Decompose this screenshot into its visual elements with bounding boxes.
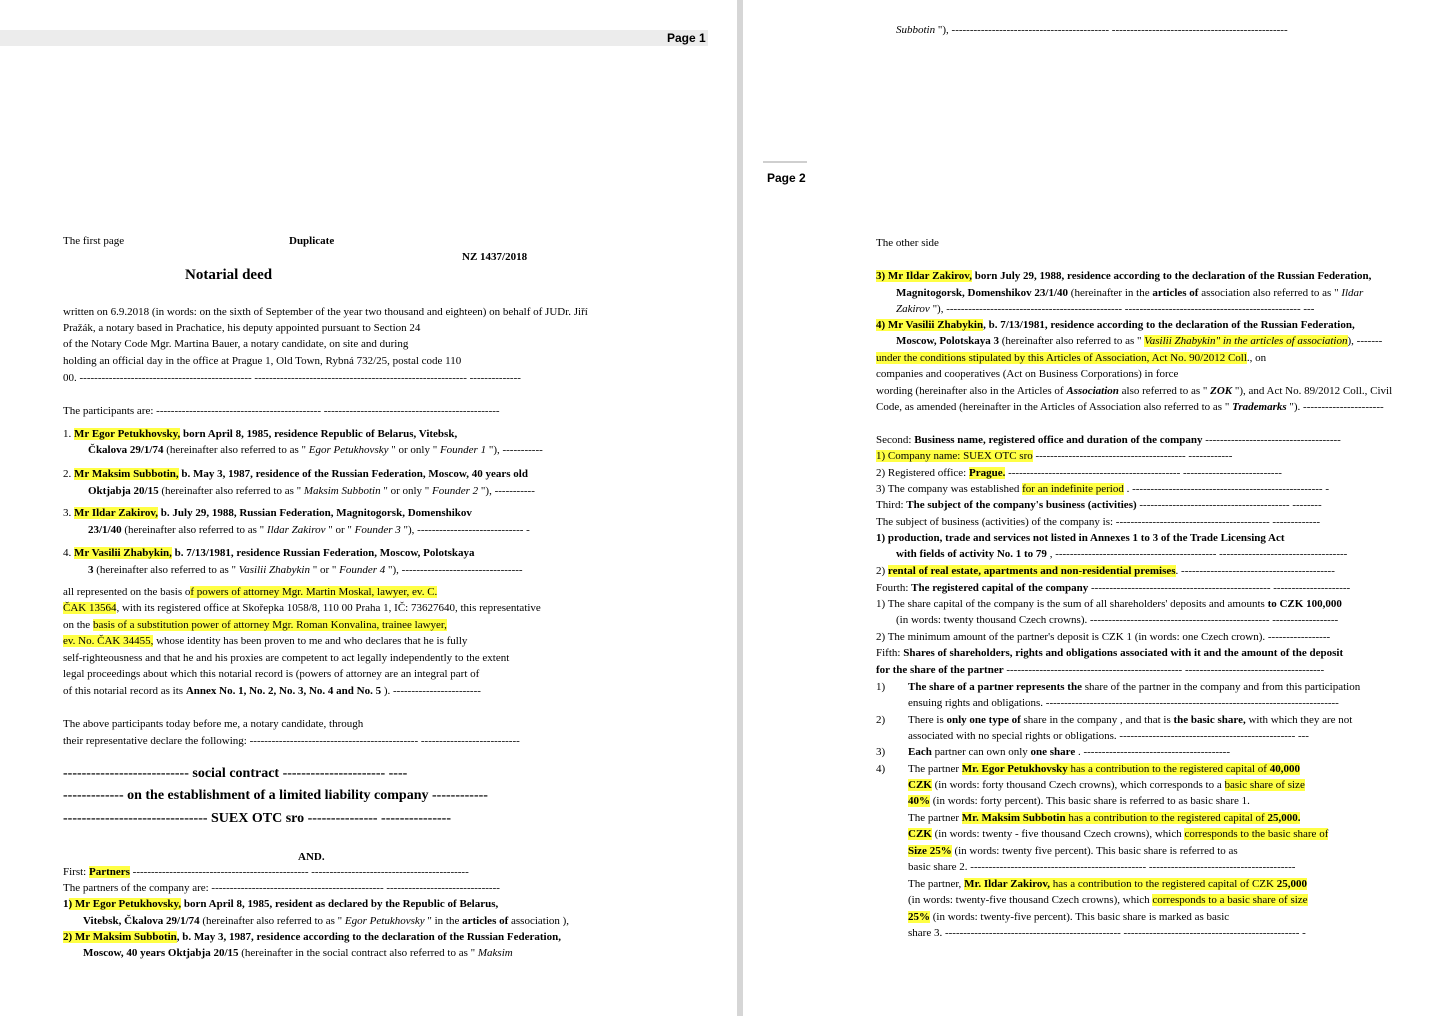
section-fifth-cont: for the share of the partner ------------------------------------------------ -------------------------------------- <box>876 664 1325 676</box>
participant-4-detail: 3 (hereinafter also referred to as " Vasilii Zhabykin " or " Founder 4 "), --------------------------------- <box>88 564 523 576</box>
header-duplicate: Duplicate <box>289 235 335 247</box>
partner-3-detail: Zakirov "), ------------------------------------------------ ------------------------------------------------ --- <box>896 303 1315 315</box>
share-partner-3-cont: 25% (in words: twenty-five percent). This basic share is marked as basic <box>908 911 1230 923</box>
page-header-bar <box>0 30 708 46</box>
representation-line: all represented on the basis of powers of attorney Mgr. Martin Moskal, lawyer, ev. C. <box>63 586 438 598</box>
representation-line: on the basis of a substitution power of attorney Mgr. Roman Konvalina, trainee lawyer, <box>63 619 447 631</box>
business-item-1-detail: with fields of activity No. 1 to 79 , -------------------------------------------- ----------------------------------- <box>896 548 1348 560</box>
declaration-line: their representative declare the following: ---------------------------------------------- --------------------------- <box>63 735 520 747</box>
representation-line: self-righteousness and that he and his proxies are competent to act legally independently to the extent <box>63 652 510 664</box>
conditions-line: under the conditions stipulated by this Articles of Association, Act No. 90/2012 Coll., on <box>876 352 1267 364</box>
section-first: First: Partners ------------------------------------------------ ------------------------------------------- <box>63 866 469 878</box>
share-partner-3: The partner, Mr. Ildar Zakirov, has a contribution to the registered capital of CZK 25,000 <box>908 878 1307 890</box>
representation-line: legal proceedings about which this notarial record is (powers of attorney are an integral part of <box>63 668 480 680</box>
section-fourth: Fourth: The registered capital of the company ------------------------------------------------- --------------------- <box>876 582 1351 594</box>
page-tab-line <box>763 161 807 163</box>
partner-2-detail: Moscow, 40 years Oktjabja 20/15 (hereinafter in the social contract also referred to as " Maksim <box>83 947 513 959</box>
document-title: Notarial deed <box>185 267 273 283</box>
minimum-deposit: 2) The minimum amount of the partner's deposit is CZK 1 (in words: one Czech crown). ----------------- <box>876 631 1331 643</box>
intro-line: written on 6.9.2018 (in words: on the sixth of September of the year two thousand and eighteen) on behalf of JUDr. Jiří <box>63 306 588 318</box>
share-item-1-cont: ensuing rights and obligations. -------------------------------------------------------------------------------- <box>908 697 1339 709</box>
subject-line: The subject of business (activities) of the company is: ------------------------------------------ ------------- <box>876 516 1321 528</box>
intro-line: 00. ----------------------------------------------- ---------------------------------------------------------- -------------- <box>63 372 521 384</box>
continued-line: Subbotin "), ------------------------------------------- ------------------------------------------------ <box>896 24 1288 36</box>
share-partner-2-cont: CZK (in words: twenty - five thousand Czech crowns), which corresponds to the basic share of <box>908 828 1329 840</box>
contract-heading: --------------------------- social contract ---------------------- ---- <box>63 766 408 781</box>
partner-2: 2) Mr Maksim Subbotin, b. May 3, 1987, residence according to the declaration of the Russian Federation, <box>63 931 561 943</box>
share-capital: 1) The share capital of the company is the sum of all shareholders' deposits and amounts to CZK 100,000 <box>876 598 1342 610</box>
representation-line: of this notarial record as its Annex No. 1, No. 2, No. 3, No. 4 and No. 5 ). ------------------------ <box>63 685 481 697</box>
header-reference: NZ 1437/2018 <box>462 251 528 263</box>
conditions-line: companies and cooperatives (Act on Business Corporations) in force <box>876 368 1179 380</box>
intro-line: of the Notary Code Mgr. Martina Bauer, a notary candidate, on site and during <box>63 338 409 350</box>
item-number: 1) <box>876 681 886 693</box>
participant-4: 4. Mr Vasilii Zhabykin, b. 7/13/1981, residence Russian Federation, Moscow, Polotskaya <box>63 547 475 559</box>
partner-3: 3) Mr Ildar Zakirov, born July 29, 1988, residence according to the declaration of the Russian Federation, <box>876 270 1372 282</box>
participant-2: 2. Mr Maksim Subbotin, b. May 3, 1987, residence of the Russian Federation, Moscow, 40 years old <box>63 468 528 480</box>
participant-1-detail: Čkalova 29/1/74 (hereinafter also referred to as " Egor Petukhovsky " or only " Founder 1 "), ----------- <box>88 444 543 456</box>
registered-office: 2) Registered office: Prague. ----------------------------------------------- --------------------------- <box>876 467 1282 479</box>
page-number-label: Page 1 <box>667 31 706 45</box>
partner-3-detail: Magnitogorsk, Domenshikov 23/1/40 (hereinafter in the articles of association also referred to as " Ildar <box>896 287 1364 299</box>
partners-intro: The partners of the company are: ----------------------------------------------- ------------------------------- <box>63 882 500 894</box>
page-number-label: Page 2 <box>767 171 806 185</box>
share-capital-words: (in words: twenty thousand Czech crowns). ------------------------------------------------- ------------------ <box>896 614 1339 626</box>
section-second: Second: Business name, registered office and duration of the company ------------------------------------- <box>876 434 1341 446</box>
representation-line: ev. No. ČAK 34455, whose identity has been proven to me and who declares that he is fully <box>63 635 468 647</box>
contract-heading: ------------------------------- SUEX OTC sro --------------- --------------- <box>63 811 451 826</box>
company-duration: 3) The company was established for an indefinite period . ---------------------------------------------------- - <box>876 483 1329 495</box>
company-name: 1) Company name: SUEX OTC sro ----------------------------------------- ------------ <box>876 450 1233 462</box>
business-item-1: 1) production, trade and services not listed in Annexes 1 to 3 of the Trade Licensing Act <box>876 532 1285 544</box>
share-item-3: Each partner can own only one share . ---------------------------------------- <box>908 746 1231 758</box>
section-fifth: Fifth: Shares of shareholders, rights and obligations associated with it and the amount of the deposit <box>876 647 1344 659</box>
share-item-4: The partner Mr. Egor Petukhovsky has a contribution to the registered capital of 40,000 <box>908 763 1300 775</box>
participant-1: 1. Mr Egor Petukhovsky, born April 8, 1985, residence Republic of Belarus, Vitebsk, <box>63 428 458 440</box>
participant-3: 3. Mr Ildar Zakirov, b. July 29, 1988, Russian Federation, Magnitogorsk, Domenshikov <box>63 507 472 519</box>
business-item-2: 2) rental of real estate, apartments and non-residential premises. ------------------------------------------ <box>876 565 1335 577</box>
document-page-2 <box>743 0 1456 1016</box>
intro-line: holding an official day in the office at Prague 1, Old Town, Rybná 732/25, postal code 110 <box>63 355 462 367</box>
share-partner-3-cont: share 3. ------------------------------------------------ ------------------------------------------------ - <box>908 927 1306 939</box>
section-third: Third: The subject of the company's business (activities) ----------------------------------------- -------- <box>876 499 1322 511</box>
declaration-line: The above participants today before me, a notary candidate, through <box>63 718 364 730</box>
share-item-2-cont: associated with no special rights or obligations. ------------------------------------------------ --- <box>908 730 1309 742</box>
conditions-line: Code, as amended (hereinafter in the Articles of Association also referred to as " Trademarks "). ---------------------- <box>876 401 1384 413</box>
intro-line: Pražák, a notary based in Prachatice, his deputy appointed pursuant to Section 24 <box>63 322 421 334</box>
partner-1-detail: Vitebsk, Čkalova 29/1/74 (hereinafter also referred to as " Egor Petukhovsky " in the articles of association ), <box>83 915 570 927</box>
other-side-label: The other side <box>876 237 939 249</box>
share-partner-3-cont: (in words: twenty-five thousand Czech crowns), which corresponds to a basic share of size <box>908 894 1308 906</box>
share-partner-2: The partner Mr. Maksim Subbotin has a contribution to the registered capital of 25,000. <box>908 812 1301 824</box>
participants-heading: The participants are: --------------------------------------------- ------------------------------------------------ <box>63 405 500 417</box>
participant-2-detail: Oktjabja 20/15 (hereinafter also referred to as " Maksim Subbotin " or only " Founder 2 "), ----------- <box>88 485 535 497</box>
share-partner-2-cont: Size 25% (in words: twenty five percent). This basic share is referred to as <box>908 845 1238 857</box>
share-item-1: The share of a partner represents the share of the partner in the company and from this participation <box>908 681 1361 693</box>
share-item-4-cont: 40% (in words: forty percent). This basic share is referred to as basic share 1. <box>908 795 1250 807</box>
participant-3-detail: 23/1/40 (hereinafter also referred to as " Ildar Zakirov " or " Founder 3 "), ----------------------------- - <box>88 524 530 536</box>
item-number: 4) <box>876 763 886 775</box>
representation-line: ČAK 13564, with its registered office at Skořepka 1058/8, 110 00 Praha 1, IČ: 73627640, this representative <box>63 602 541 614</box>
and-heading: AND. <box>298 851 325 863</box>
partner-1: 1) Mr Egor Petukhovsky, born April 8, 1985, resident as declared by the Republic of Belarus, <box>63 898 499 910</box>
item-number: 2) <box>876 714 886 726</box>
share-partner-2-cont: basic share 2. ------------------------------------------------ ---------------------------------------- <box>908 861 1296 873</box>
share-item-4-cont: CZK (in words: forty thousand Czech crowns), which corresponds to a basic share of size <box>908 779 1305 791</box>
item-number: 3) <box>876 746 886 758</box>
conditions-line: wording (hereinafter also in the Articles of Association also referred to as " ZOK "), and Act No. 89/2012 Coll., Civil <box>876 385 1393 397</box>
share-item-2: There is only one type of share in the company , and that is the basic share, with which they are not <box>908 714 1353 726</box>
partner-4: 4) Mr Vasilii Zhabykin, b. 7/13/1981, residence according to the declaration of the Russian Federation, <box>876 319 1355 331</box>
header-left: The first page <box>63 235 125 247</box>
contract-heading: ------------- on the establishment of a limited liability company ------------ <box>63 788 488 803</box>
partner-4-detail: Moscow, Polotskaya 3 (hereinafter also referred to as " Vasilii Zhabykin" in the articles of association), ------- <box>896 335 1383 347</box>
